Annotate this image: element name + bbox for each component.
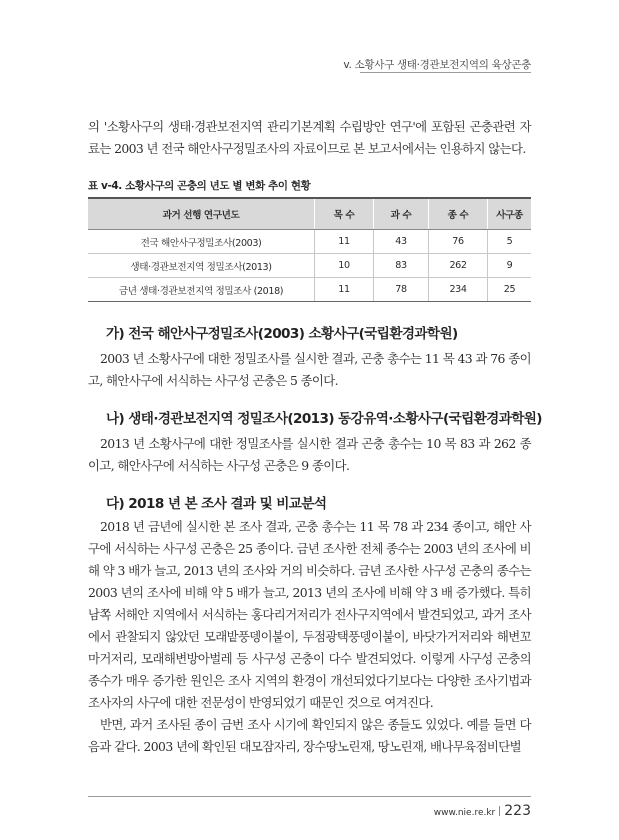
table-cell: 25 (488, 278, 532, 302)
section-text-3b: 반면, 과거 조사된 종이 금번 조사 시기에 확인되지 않은 종들도 있었다. 예를 들면 다음과 같다. 2003 년에 확인된 대모잠자리, 장수땅노린재, 땅노린재, 배나무육점비단벌 (88, 717, 531, 754)
section-text-3: 2018 년 금년에 실시한 본 조사 결과, 곤충 총수는 11 목 78 과 234 종이고, 해안 사구에 서식하는 사구성 곤충은 25 종이다. 금년 조사한 전체 종수는 2003 년의 조사에 비해 약 3 배가 늘고, 2013 년의 조사와 거의 비슷하다. 금년 조사한 사구성 곤충의 종수는 2003 년의 조사에 비해 약 5 배가 늘고, 2013 년의 조사에 비해 약 3 배 증가했다. 특히 남쪽 서해안 지역에서 서식하는 홍다리거저리가 전사구지역에서 발견되었고, 과거 조사에서 관찰되지 않았던 모래밭풍뎅이붙이, 두점광택풍뎅이붙이, 바닷가거저리와 해변꼬마거저리, 모래해변방아벌레 등 사구성 곤충이 다수 발견되었다. 이렇게 사구성 곤충의 종수가 매우 증가한 원인은 조사 지역의 환경이 개선되었다기보다는 다양한 조사기법과 조사자의 사구에 대한 전문성이 반영되었기 때문인 것으로 여겨진다. (88, 519, 531, 710)
table-cell: 금년 생태·경관보전지역 정밀조사 (2018) (88, 278, 315, 302)
survey-history-table (88, 197, 531, 302)
table-cell: 78 (374, 278, 429, 302)
table-cell: 생태·경관보전지역 정밀조사(2013) (88, 254, 315, 278)
table-cell: 83 (374, 254, 429, 278)
section-paragraph-2 (88, 433, 531, 477)
table-cell: 11 (315, 278, 374, 302)
section-paragraph-3 (88, 516, 531, 714)
footer-site-url: www.nie.re.kr (433, 808, 496, 818)
footer (434, 800, 531, 819)
column-header-survey-year: 과거 선행 연구년도 (88, 198, 315, 230)
table-cell: 234 (429, 278, 488, 302)
table-caption: 표 v-4. 소황사구의 곤충의 년도 별 변화 추이 현황 (88, 180, 311, 192)
section-text-2: 2013 년 소황사구에 대한 정밀조사를 실시한 결과 곤충 총수는 10 목 83 과 262 종이고, 해안사구에 서식하는 사구성 곤충은 9 종이다. (88, 436, 531, 473)
table-cell: 11 (315, 230, 374, 254)
table-cell: 43 (374, 230, 429, 254)
section-heading-1: 가) 전국 해안사구정밀조사(2003) 소황사구(국립환경과학원) (106, 326, 458, 342)
footer-separator (499, 806, 500, 816)
section-heading-3: 다) 2018 년 본 조사 결과 및 비교분석 (106, 496, 327, 512)
table-header-row (88, 198, 531, 230)
column-header-orders: 목 수 (315, 198, 374, 230)
section-paragraph-1 (88, 348, 531, 392)
table-cell: 5 (488, 230, 532, 254)
section-heading-2: 나) 생태·경관보전지역 정밀조사(2013) 동강유역·소황사구(국립환경과학원) (106, 411, 542, 427)
table-row (88, 254, 531, 278)
page-number: 223 (504, 803, 531, 819)
table-cell: 9 (488, 254, 532, 278)
column-header-species: 종 수 (429, 198, 488, 230)
table-row (88, 278, 531, 302)
table-cell: 10 (315, 254, 374, 278)
footer-divider (88, 796, 531, 797)
column-header-dune-species: 사구종 (488, 198, 532, 230)
table-cell: 262 (429, 254, 488, 278)
intro-paragraph: 의 '소황사구의 생태·경관보전지역 관리기본계획 수립방안 연구'에 포함된 곤충관련 자료는 2003 년 전국 해안사구정밀조사의 자료이므로 본 보고서에서는 인용하지 않는다. (88, 119, 531, 156)
section-text-1: 2003 년 소황사구에 대한 정밀조사를 실시한 결과, 곤충 총수는 11 목 43 과 76 종이고, 해안사구에 서식하는 사구성 곤충은 5 종이다. (88, 351, 531, 388)
section-paragraph-3b (88, 714, 531, 758)
column-header-families: 과 수 (374, 198, 429, 230)
table-cell: 76 (429, 230, 488, 254)
header-divider (360, 72, 531, 73)
running-title: v. 소황사구 생태·경관보전지역의 육상곤충 (343, 59, 531, 71)
table-cell: 전국 해안사구정밀조사(2003) (88, 230, 315, 254)
table-row (88, 230, 531, 254)
